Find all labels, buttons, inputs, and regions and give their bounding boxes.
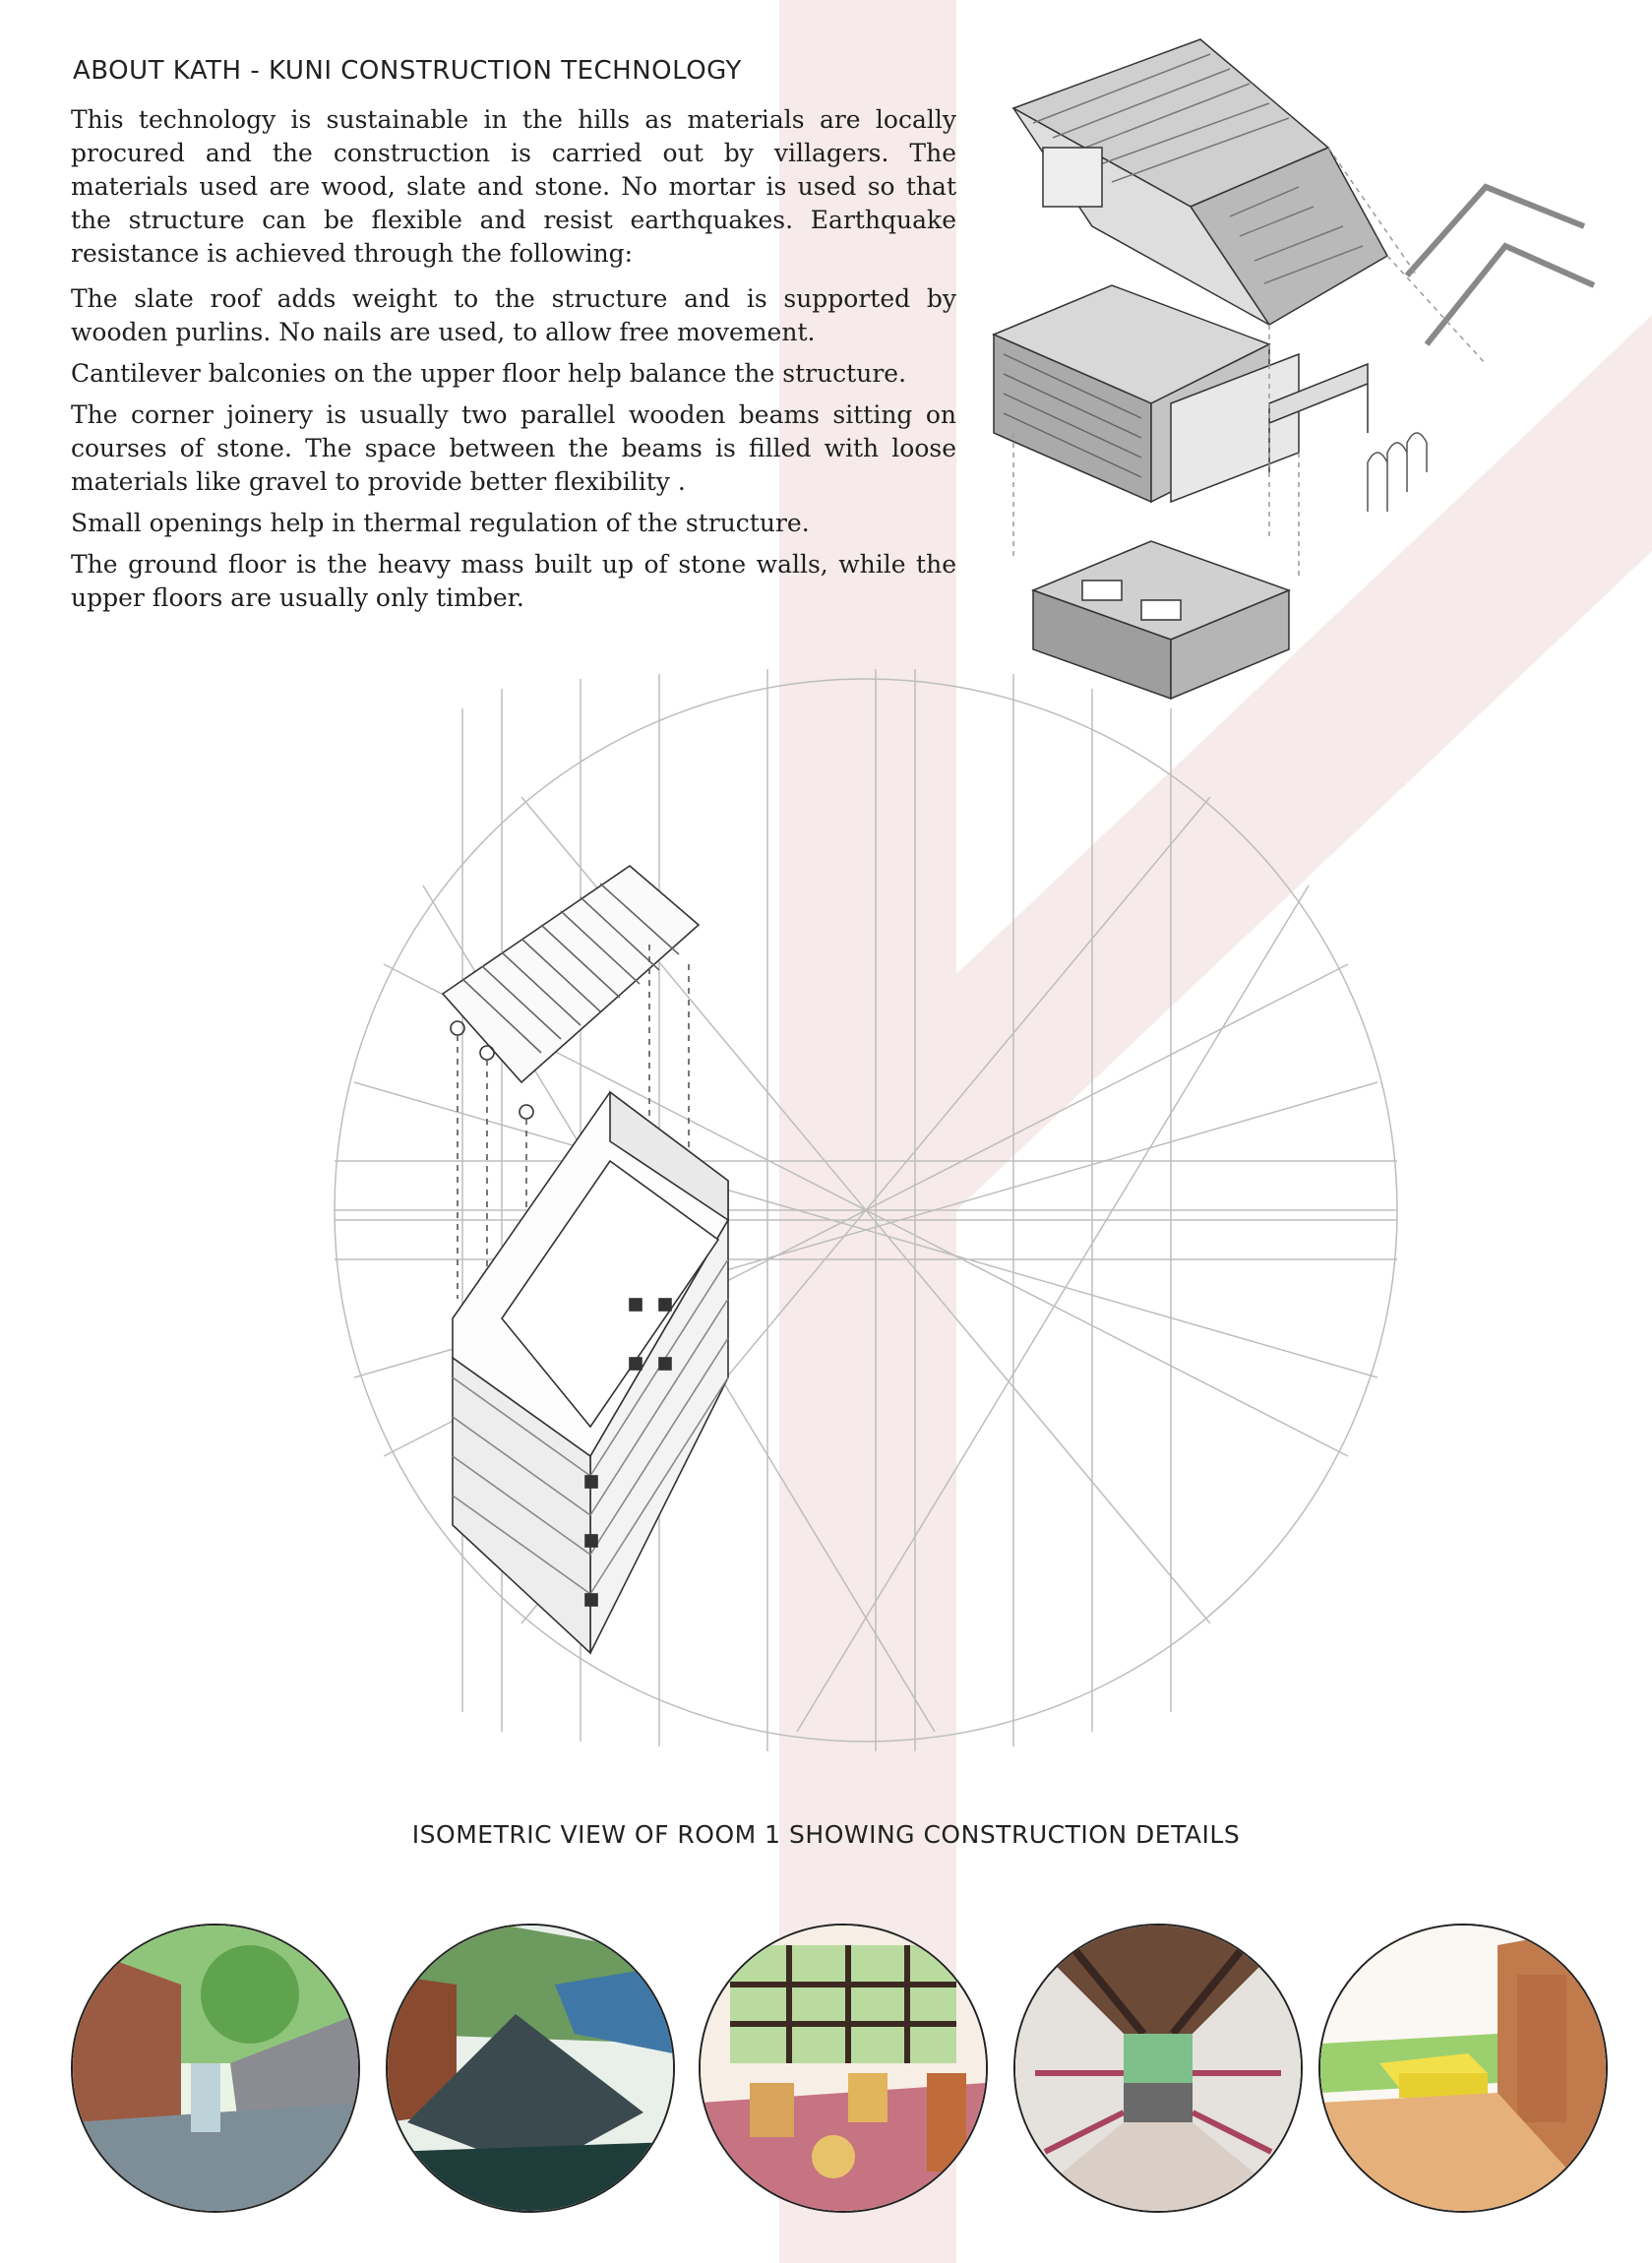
paragraph-corner-joinery: The corner joinery is usually two parallel wooden beams sitting on courses of stone. The space between the beams is filled with loose materials like gravel to provide better flexibility . <box>71 400 956 496</box>
thumbnail-courtyard <box>71 1924 360 2213</box>
paragraph-slate-roof: The slate roof adds weight to the structure and is supported by wooden purlins. No nails are used, to allow free movement. <box>71 284 956 346</box>
sketch-bedroom-icon <box>1320 1926 1606 2211</box>
sketch-living-icon <box>701 1926 986 2211</box>
sketch-courtyard-icon <box>73 1926 358 2211</box>
exploded-house-isometric <box>974 30 1623 718</box>
thumbnail-corridor <box>1013 1924 1303 2213</box>
page-heading: ABOUT KATH - KUNI CONSTRUCTION TECHNOLOGY <box>73 56 742 86</box>
sketch-corridor-icon <box>1015 1926 1301 2211</box>
paragraph-cantilever: Cantilever balconies on the upper floor help balance the structure. <box>71 359 907 388</box>
drawing-caption: ISOMETRIC VIEW OF ROOM 1 SHOWING CONSTRUCTION DETAILS <box>411 1820 1241 1849</box>
thumbnail-bedroom <box>1318 1924 1608 2213</box>
paragraph-intro: This technology is sustainable in the hills as materials are locally procured and the construction is carried out by villagers. The materials used are wood, slate and stone. No mortar is used so that the structure can be flexible and resist earthquakes. Earthquake resistance is achieved through the following: <box>71 105 956 268</box>
description-block <box>71 54 956 623</box>
room-isometric-drawing <box>325 669 1407 1751</box>
sketch-roof-icon <box>388 1926 673 2211</box>
thumbnail-living-room <box>699 1924 988 2213</box>
paragraph-openings: Small openings help in thermal regulation of the structure. <box>71 509 810 537</box>
thumbnail-slate-roof <box>386 1924 675 2213</box>
paragraph-ground-floor: The ground floor is the heavy mass built up of stone walls, while the upper floors are usually only timber. <box>71 550 956 612</box>
